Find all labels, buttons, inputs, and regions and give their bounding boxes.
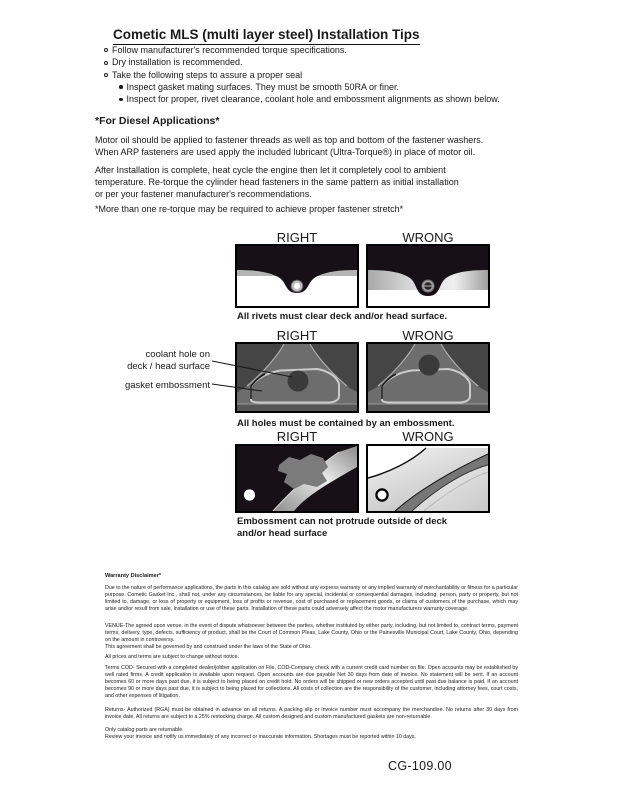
tip-text: Inspect for proper, rivet clearance, coolant hole and embossment alignments as shown below. [126, 94, 500, 105]
protrusion-right-diagram [235, 444, 359, 513]
paragraph-line: or per your fastener manufacturer's recommendations. [95, 189, 312, 200]
tip-text: Dry installation is recommended. [112, 57, 243, 68]
row3-caption [237, 516, 447, 541]
wrong-header: WRONG [402, 328, 454, 343]
retorque-note: *More than one re-torque may be required to achieve proper fastener stretch* [95, 204, 404, 214]
caption-line: and/or head surface [237, 528, 328, 540]
label-line: coolant hole on [145, 349, 210, 360]
coolant-hole-label [98, 349, 210, 373]
diesel-heading: *For Diesel Applications* [95, 115, 220, 127]
terms-paragraph: Terms COD- Secured with a completed dealer/jobber application on File, COD-Company check with a current credit card number on file. Open accounts may be established by well rated firms. A credit application is available upon request. Open accounts are due payable Net 30 days from date of invoice. No statement will be sent. If an account becomes 60 or more days past due, it is subject to being placed on credit hold. No orders will be shipped or new orders accepted until past due balance is paid. If an account becomes 90 or more days past due, it is subject to being placed for collections. All costs of collection are the responsibility of the customer, including attorney fees, court costs, and other expenses of litigation. [105, 665, 518, 699]
right-header: RIGHT [276, 429, 318, 444]
row1-caption: All rivets must clear deck and/or head surface. [237, 311, 448, 322]
page-title: Cometic MLS (multi layer steel) Installation Tips [113, 27, 420, 45]
catalog-line: Only catalog parts are returnable. [105, 727, 184, 733]
review-line: Review your invoice and notify us immediately of any incorrect or inaccurate information. Shortages must be reported within 10 days. [105, 734, 416, 740]
open-bullet-icon [104, 61, 108, 65]
tip-text: Follow manufacturer's recommended torque specifications. [112, 45, 347, 55]
paragraph-line: When ARP fasteners are used apply the included lubricant (Ultra-Torque®) in place of motor oil. [95, 147, 476, 158]
paragraph-line: temperature. Re-torque the cylinder head fasteners in the same pattern as initial installation [95, 177, 459, 188]
list-item [119, 93, 500, 105]
warranty-venue-paragraph [105, 623, 518, 651]
gasket-embossment-label: gasket embossment [124, 380, 210, 391]
tip-text: Inspect gasket mating surfaces. They must be smooth 50RA or finer. [126, 82, 399, 93]
rivet-right-diagram [235, 244, 359, 308]
paragraph-line: Motor oil should be applied to fastener threads as well as top and bottom of the fastener washers. [95, 135, 484, 145]
governing-law-text: This agreement shall be governed by and construed under the laws of the State of Ohio. [105, 643, 312, 650]
wrong-header: WRONG [402, 230, 454, 245]
diesel-paragraph-2 [95, 164, 459, 200]
right-header: RIGHT [276, 328, 318, 343]
list-item [119, 81, 500, 93]
filled-bullet-icon [119, 98, 123, 102]
list-item [104, 44, 500, 56]
tip-text: Take the following steps to assure a proper seal [112, 69, 303, 80]
list-item [104, 69, 500, 81]
prices-notice: All prices and terms are subject to change without notice. [105, 653, 239, 660]
paragraph-line: After Installation is complete, heat cycle the engine then let it completely cool to ambient [95, 165, 446, 175]
page-code: CG-109.00 [388, 759, 452, 773]
returns-paragraph: Returns- Authorized (RGA) must be obtained in advance on all returns. A packing slip or invoice number must accompany the merchandise. No returns after 30 days from invoice date. All returns are subject to a 25% restocking charge. All custom designed and custom manufactured gaskets are non-returnable. [105, 707, 518, 720]
open-bullet-icon [104, 48, 108, 52]
wrong-header: WRONG [402, 429, 454, 444]
right-header: RIGHT [276, 230, 318, 245]
list-item [104, 56, 500, 68]
venue-text: VENUE-The agreed upon venue, in the event of dispute whatsoever between the parties, whether instituted by either party, including, but not limited to, contract terms, payment terms, delivery, type, defects, sufficiency of product, shall be the Court of Common Pleas, Lake County, Ohio or the Painesville Municipal Court, Lake County, Ohio, depending on the amount in controversy. [105, 622, 518, 643]
row2-caption: All holes must be contained by an embossment. [237, 418, 455, 429]
embossment-wrong-diagram [366, 342, 490, 413]
diesel-paragraph-1 [95, 134, 483, 158]
rivet-wrong-diagram [366, 244, 490, 308]
label-line: deck / head surface [127, 360, 210, 372]
caption-line: Embossment can not protrude outside of deck [237, 516, 448, 527]
warranty-heading: Warranty Disclaimer* [105, 573, 162, 579]
filled-bullet-icon [119, 85, 123, 89]
protrusion-wrong-diagram [366, 444, 490, 513]
installation-tips-list [104, 44, 500, 106]
warranty-disclaimer-paragraph: Due to the nature of performance applications, the parts in this catalog are sold without any express warranty or any implied warranty of merchantability or fitness for a particular purpose. Cometic Gasket Inc., shall not, under any circumstances, be liable for any special, incidental or consequential damages, including, person, party or property, but not limited to, damage, or loss of property or equipment, loss of profits or revenue, cost of purchased or replacement goods, or claims of customers of the purchase, which may arise and/or result from sale, installation or use of these parts. Installation of these parts could adversely affect the motor manufacturers warranty coverage. [105, 585, 518, 612]
open-bullet-icon [104, 73, 108, 77]
embossment-right-diagram [235, 342, 359, 413]
catalog-returns-paragraph [105, 727, 518, 741]
